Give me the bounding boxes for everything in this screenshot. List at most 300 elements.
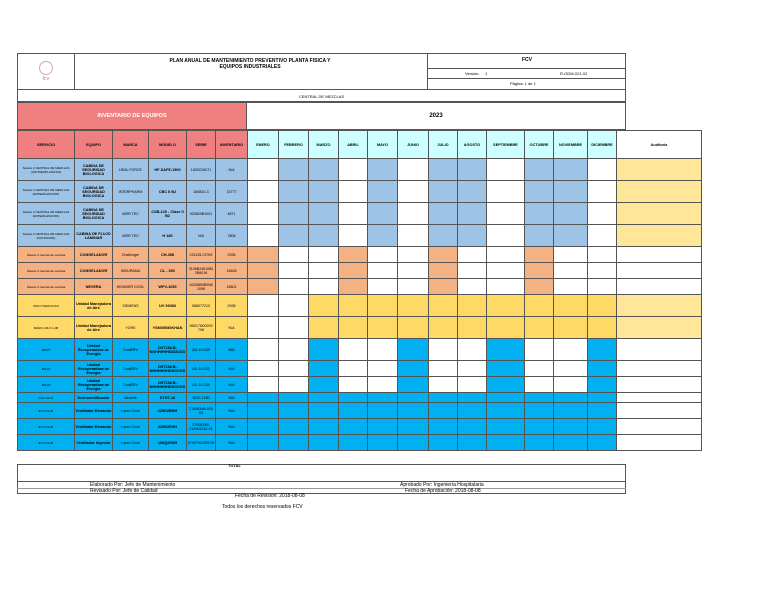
month-cell	[458, 203, 487, 225]
month-cell	[458, 247, 487, 263]
month-cell	[554, 339, 588, 361]
cell-auditoria	[617, 279, 702, 295]
month-cell	[554, 295, 588, 317]
cell-modelo: 225D2EXH	[149, 419, 187, 435]
cell-auditoria	[617, 339, 702, 361]
cell-marca: CoolERV	[113, 339, 149, 361]
table-row	[18, 247, 702, 263]
month-cell	[368, 403, 398, 419]
month-cell	[458, 403, 487, 419]
doc-code: R-ODM-021-02	[560, 71, 588, 76]
cell-marca: Airwelle	[113, 393, 149, 403]
cell-equipo: CONGELADOR	[75, 247, 113, 263]
month-cell	[487, 279, 525, 295]
month-cell	[339, 203, 368, 225]
month-cell	[487, 295, 525, 317]
cell-marca: WONDER COOL	[113, 279, 149, 295]
month-cell	[525, 203, 554, 225]
cell-modelo: UV 93083	[149, 295, 187, 317]
month-cell	[248, 263, 279, 279]
month-cell	[487, 377, 525, 393]
cell-auditoria	[617, 295, 702, 317]
month-cell	[368, 317, 398, 339]
cell-marca: CoolERV	[113, 377, 149, 393]
month-cell	[588, 263, 617, 279]
month-cell	[248, 393, 279, 403]
page-number: Página: 1 de 1	[510, 81, 536, 86]
month-cell	[398, 159, 429, 181]
fecha-aprobacion: Fecha de Aprobación: 2018-08-08	[405, 488, 481, 494]
month-cell	[525, 295, 554, 317]
cell-servicio: SR-04	[18, 361, 75, 377]
month-cell	[309, 393, 339, 403]
month-cell	[525, 263, 554, 279]
cell-serie: AD-19-233	[187, 339, 216, 361]
month-cell	[487, 339, 525, 361]
month-cell	[279, 181, 309, 203]
table-row	[18, 361, 702, 377]
table-row	[18, 203, 702, 225]
month-cell	[429, 181, 458, 203]
cell-auditoria	[617, 317, 702, 339]
col-month: JUNIO	[398, 131, 429, 159]
cell-serie: 0B017N00209 798	[187, 317, 216, 339]
cell-serie: AD-19-234	[187, 377, 216, 393]
cell-serie: 10205B0B0N5 1098	[187, 279, 216, 295]
month-cell	[525, 435, 554, 451]
month-cell	[458, 181, 487, 203]
cell-modelo: DST1NLB-NNHHHHHDDDDDD	[149, 339, 187, 361]
cell-modelo: HF-SAFE-1500	[149, 159, 187, 181]
cell-auditoria	[617, 403, 702, 419]
month-cell	[554, 419, 588, 435]
cell-modelo: CH-398	[149, 247, 187, 263]
month-cell	[525, 419, 554, 435]
elaborado-por: Elaborado Por: Jefe de Mantenimiento	[90, 482, 176, 488]
cell-marca: AIRR TEC	[113, 203, 149, 225]
cell-marca: HEAL FORCE	[113, 159, 149, 181]
table-row	[18, 159, 702, 181]
month-cell	[554, 159, 588, 181]
cell-auditoria	[617, 203, 702, 225]
month-cell	[368, 203, 398, 225]
cell-marca: CoolERV	[113, 361, 149, 377]
doc-title-line2: EQUIPOS INDUSTRIALES	[219, 64, 281, 70]
month-cell	[554, 393, 588, 403]
month-cell	[398, 263, 429, 279]
month-cell	[458, 377, 487, 393]
month-cell	[554, 225, 588, 247]
cell-servicio: Sótano 2 CENTRAL DE MEZCLAS (ESTERILIZACION)	[18, 181, 75, 203]
month-cell	[588, 419, 617, 435]
month-cell	[279, 361, 309, 377]
cell-inventario: N/A	[216, 435, 248, 451]
month-cell	[248, 203, 279, 225]
cell-modelo: DST1NLB-NNHHHHHDDDDDD	[149, 361, 187, 377]
month-cell	[339, 247, 368, 263]
cell-auditoria	[617, 435, 702, 451]
month-cell	[309, 317, 339, 339]
cell-equipo: Ventilador Inyector	[75, 435, 113, 451]
cell-modelo: YSM05080KHAN	[149, 317, 187, 339]
cell-serie: 2700634B-01/09/2012-01	[187, 419, 216, 435]
month-cell	[248, 377, 279, 393]
logo-cell	[17, 53, 75, 90]
col-month: FEBRERO	[279, 131, 309, 159]
month-cell	[309, 295, 339, 317]
month-cell	[429, 393, 458, 403]
month-cell	[309, 419, 339, 435]
month-cell	[458, 225, 487, 247]
cell-modelo: 160Q2SXH	[149, 435, 187, 451]
cell-servicio: Sótano 2 CENTRAL DE MEZCLAS (ANTINEOPLASICOS)	[18, 159, 75, 181]
cell-serie: 2700794-005 03	[187, 435, 216, 451]
cell-inventario: N/A	[216, 159, 248, 181]
org-name: FCV	[522, 57, 532, 63]
cell-servicio: SR-03	[18, 377, 75, 393]
month-cell	[429, 279, 458, 295]
cell-modelo: CL - 350	[149, 263, 187, 279]
version-label: Versión:	[465, 71, 480, 76]
month-cell	[279, 393, 309, 403]
col-month: JULIO	[429, 131, 458, 159]
month-cell	[339, 263, 368, 279]
col-servicio: SERVICIO	[18, 131, 75, 159]
cell-serie: 3610-1280	[187, 393, 216, 403]
version-value: 1	[485, 71, 488, 76]
month-cell	[248, 361, 279, 377]
month-cell	[554, 317, 588, 339]
cell-marca: INDURAMA	[113, 263, 149, 279]
month-cell	[429, 435, 458, 451]
cell-modelo: DST1NLB-NNHHHHHDDDDDD	[149, 377, 187, 393]
month-cell	[339, 295, 368, 317]
month-cell	[398, 295, 429, 317]
month-cell	[429, 403, 458, 419]
table-row	[18, 435, 702, 451]
cell-auditoria	[617, 181, 702, 203]
month-cell	[525, 181, 554, 203]
month-cell	[588, 159, 617, 181]
aprobado-por: Aprobado Por: Ingeniería Hospitalaria	[400, 482, 484, 488]
month-cell	[554, 263, 588, 279]
fecha-revision: Fecha de Revisión: 2018-08-08	[235, 493, 305, 499]
col-modelo: MODELO	[149, 131, 187, 159]
month-cell	[368, 263, 398, 279]
month-cell	[398, 279, 429, 295]
cell-marca: Loren Cook	[113, 403, 149, 419]
month-cell	[588, 203, 617, 225]
month-cell	[554, 435, 588, 451]
month-cell	[248, 225, 279, 247]
revisado-por: Revisado Por: Jefe de Calidad	[90, 488, 158, 494]
header-hline1	[428, 68, 626, 69]
subtitle: CENTRAL DE MEZCLAS	[298, 94, 345, 99]
month-cell	[309, 181, 339, 203]
cell-inventario: 15801	[216, 279, 248, 295]
month-cell	[429, 225, 458, 247]
month-cell	[309, 279, 339, 295]
cell-serie: 180810-3	[187, 181, 216, 203]
cell-serie: N/A	[187, 225, 216, 247]
cell-equipo: Unidad Recuperadora de Energía	[75, 339, 113, 361]
year-text: 2023	[429, 113, 443, 119]
month-cell	[398, 203, 429, 225]
col-equipo: EQUIPO	[75, 131, 113, 159]
month-cell	[487, 263, 525, 279]
cell-modelo: CSB-120 - Clase II B2	[149, 203, 187, 225]
month-cell	[368, 419, 398, 435]
month-cell	[339, 279, 368, 295]
month-cell	[339, 435, 368, 451]
month-cell	[487, 393, 525, 403]
month-cell	[368, 225, 398, 247]
month-cell	[487, 317, 525, 339]
month-cell	[458, 159, 487, 181]
cell-serie: 088977210	[187, 295, 216, 317]
cell-equipo: CABINA DE SEGURIDAD BIOLOGICA	[75, 159, 113, 181]
logo-text: fcv	[42, 76, 50, 82]
table-row	[18, 317, 702, 339]
month-cell	[309, 435, 339, 451]
month-cell	[248, 435, 279, 451]
month-cell	[429, 295, 458, 317]
inventory-title	[17, 102, 247, 130]
cell-inventario: 2936	[216, 247, 248, 263]
cell-servicio: SR-07	[18, 339, 75, 361]
month-cell	[525, 361, 554, 377]
col-marca: MARCA	[113, 131, 149, 159]
cell-inventario: N/A	[216, 361, 248, 377]
month-cell	[279, 317, 309, 339]
month-cell	[398, 435, 429, 451]
month-cell	[487, 247, 525, 263]
month-cell	[398, 317, 429, 339]
cell-equipo: CABINA DE FLUJO LAMINAR	[75, 225, 113, 247]
cell-equipo: Deshumidificador	[75, 393, 113, 403]
month-cell	[554, 247, 588, 263]
month-cell	[248, 181, 279, 203]
cell-inventario: 14628	[216, 263, 248, 279]
month-cell	[458, 279, 487, 295]
month-cell	[248, 247, 279, 263]
cell-inventario: 7806	[216, 225, 248, 247]
month-cell	[339, 393, 368, 403]
month-cell	[279, 159, 309, 181]
month-cell	[309, 263, 339, 279]
month-cell	[248, 159, 279, 181]
cell-servicio: Sótano 2 Central de mezclas	[18, 279, 75, 295]
cell-inventario: N/A	[216, 339, 248, 361]
col-month: OCTUBRE	[525, 131, 554, 159]
month-cell	[398, 419, 429, 435]
cell-servicio: Sótano 2 CENTRAL DE MEZCLAS (NUTRICION)	[18, 225, 75, 247]
month-cell	[339, 403, 368, 419]
month-cell	[429, 377, 458, 393]
cell-equipo: NEVERA	[75, 279, 113, 295]
month-cell	[525, 159, 554, 181]
cell-auditoria	[617, 247, 702, 263]
month-cell	[368, 159, 398, 181]
month-cell	[525, 279, 554, 295]
month-cell	[398, 225, 429, 247]
month-cell	[588, 361, 617, 377]
col-month: MARZO	[309, 131, 339, 159]
table-row	[18, 225, 702, 247]
month-cell	[458, 419, 487, 435]
month-cell	[458, 339, 487, 361]
month-cell	[368, 435, 398, 451]
cell-servicio: Sótano 2 Central de mezclas	[18, 263, 75, 279]
month-cell	[588, 181, 617, 203]
month-cell	[429, 263, 458, 279]
cell-auditoria	[617, 263, 702, 279]
month-cell	[398, 403, 429, 419]
cell-equipo: CONGELADOR	[75, 263, 113, 279]
cell-equipo: Unidad Recuperadora de Energía	[75, 377, 113, 393]
cell-inventario: 4871	[216, 203, 248, 225]
month-cell	[309, 339, 339, 361]
month-cell	[339, 377, 368, 393]
month-cell	[487, 361, 525, 377]
rights-notice: Todos los derechos reservados FCV	[222, 504, 303, 510]
cell-inventario: 2938	[216, 295, 248, 317]
month-cell	[279, 263, 309, 279]
cell-serie: AD-19-233	[187, 361, 216, 377]
month-cell	[487, 181, 525, 203]
month-cell	[458, 361, 487, 377]
month-cell	[279, 339, 309, 361]
month-cell	[339, 159, 368, 181]
month-cell	[368, 377, 398, 393]
month-cell	[368, 361, 398, 377]
cell-auditoria	[617, 361, 702, 377]
month-cell	[588, 225, 617, 247]
cell-serie: 920809B1001	[187, 203, 216, 225]
month-cell	[398, 181, 429, 203]
table-row	[18, 279, 702, 295]
month-cell	[554, 403, 588, 419]
year-cell	[247, 102, 626, 130]
doc-title-line1: PLAN ANUAL DE MANTENIMIENTO PREVENTIVO PLANTA FISICA Y	[169, 58, 331, 64]
cell-marca: Challenger	[113, 247, 149, 263]
table-row	[18, 393, 702, 403]
month-cell	[429, 317, 458, 339]
month-cell	[588, 377, 617, 393]
table-row	[18, 295, 702, 317]
month-cell	[458, 393, 487, 403]
month-cell	[487, 435, 525, 451]
month-cell	[368, 279, 398, 295]
month-cell	[525, 377, 554, 393]
month-cell	[458, 317, 487, 339]
month-cell	[525, 247, 554, 263]
month-cell	[248, 279, 279, 295]
cell-equipo: Ventilador Extractor	[75, 419, 113, 435]
month-cell	[525, 225, 554, 247]
cell-marca: Loren Cook	[113, 419, 149, 435]
cell-serie: 231135-07092	[187, 247, 216, 263]
cell-servicio: Sótano 2 Central de mezclas	[18, 247, 75, 263]
month-cell	[368, 295, 398, 317]
cell-modelo: WPV-1050	[149, 279, 187, 295]
cell-servicio: UMA CTERIOGICA	[18, 295, 75, 317]
month-cell	[279, 203, 309, 225]
month-cell	[279, 403, 309, 419]
month-cell	[487, 159, 525, 181]
month-cell	[248, 403, 279, 419]
month-cell	[525, 339, 554, 361]
cell-servicio: MARC CM-0 U-08	[18, 317, 75, 339]
month-cell	[458, 295, 487, 317]
month-cell	[554, 361, 588, 377]
cell-equipo: Unidad Recuperadora de Energía	[75, 361, 113, 377]
month-cell	[398, 377, 429, 393]
table-row	[18, 263, 702, 279]
month-cell	[588, 295, 617, 317]
month-cell	[279, 419, 309, 435]
cell-equipo: CABINA DE SEGURIDAD BIOLOGICA	[75, 181, 113, 203]
month-cell	[429, 247, 458, 263]
month-cell	[588, 317, 617, 339]
month-cell	[429, 203, 458, 225]
month-cell	[487, 225, 525, 247]
month-cell	[429, 339, 458, 361]
month-cell	[458, 263, 487, 279]
month-cell	[554, 181, 588, 203]
cell-inventario: N/A	[216, 393, 248, 403]
cell-auditoria	[617, 393, 702, 403]
cell-marca: INTERPHARM	[113, 181, 149, 203]
inventory-title-text: INVENTARIO DE EQUIPOS	[97, 113, 167, 119]
month-cell	[339, 317, 368, 339]
cell-modelo: CBC II B2	[149, 181, 187, 203]
month-cell	[339, 181, 368, 203]
cell-auditoria	[617, 377, 702, 393]
month-cell	[309, 247, 339, 263]
month-cell	[368, 181, 398, 203]
cell-auditoria	[617, 419, 702, 435]
table-body	[18, 159, 702, 451]
month-cell	[554, 203, 588, 225]
cell-serie: 2700634B-005 03	[187, 403, 216, 419]
cell-inventario: 15777	[216, 181, 248, 203]
month-cell	[248, 419, 279, 435]
month-cell	[248, 317, 279, 339]
cell-servicio: EXX-03-03	[18, 435, 75, 451]
month-cell	[487, 203, 525, 225]
month-cell	[248, 339, 279, 361]
col-month: ABRIL	[339, 131, 368, 159]
month-cell	[309, 361, 339, 377]
cell-modelo: 225D2BNH	[149, 403, 187, 419]
month-cell	[429, 419, 458, 435]
month-cell	[339, 419, 368, 435]
maintenance-table	[17, 130, 702, 451]
month-cell	[279, 435, 309, 451]
month-cell	[554, 279, 588, 295]
month-cell	[554, 377, 588, 393]
col-month: SEPTIEMBRE	[487, 131, 525, 159]
cell-auditoria	[617, 225, 702, 247]
table-row	[18, 419, 702, 435]
cell-serie: 1500C26071	[187, 159, 216, 181]
month-cell	[279, 377, 309, 393]
cell-serie: 3106B2451080 2B6016	[187, 263, 216, 279]
month-cell	[309, 377, 339, 393]
cell-modelo: H 180	[149, 225, 187, 247]
col-month: ENERO	[248, 131, 279, 159]
